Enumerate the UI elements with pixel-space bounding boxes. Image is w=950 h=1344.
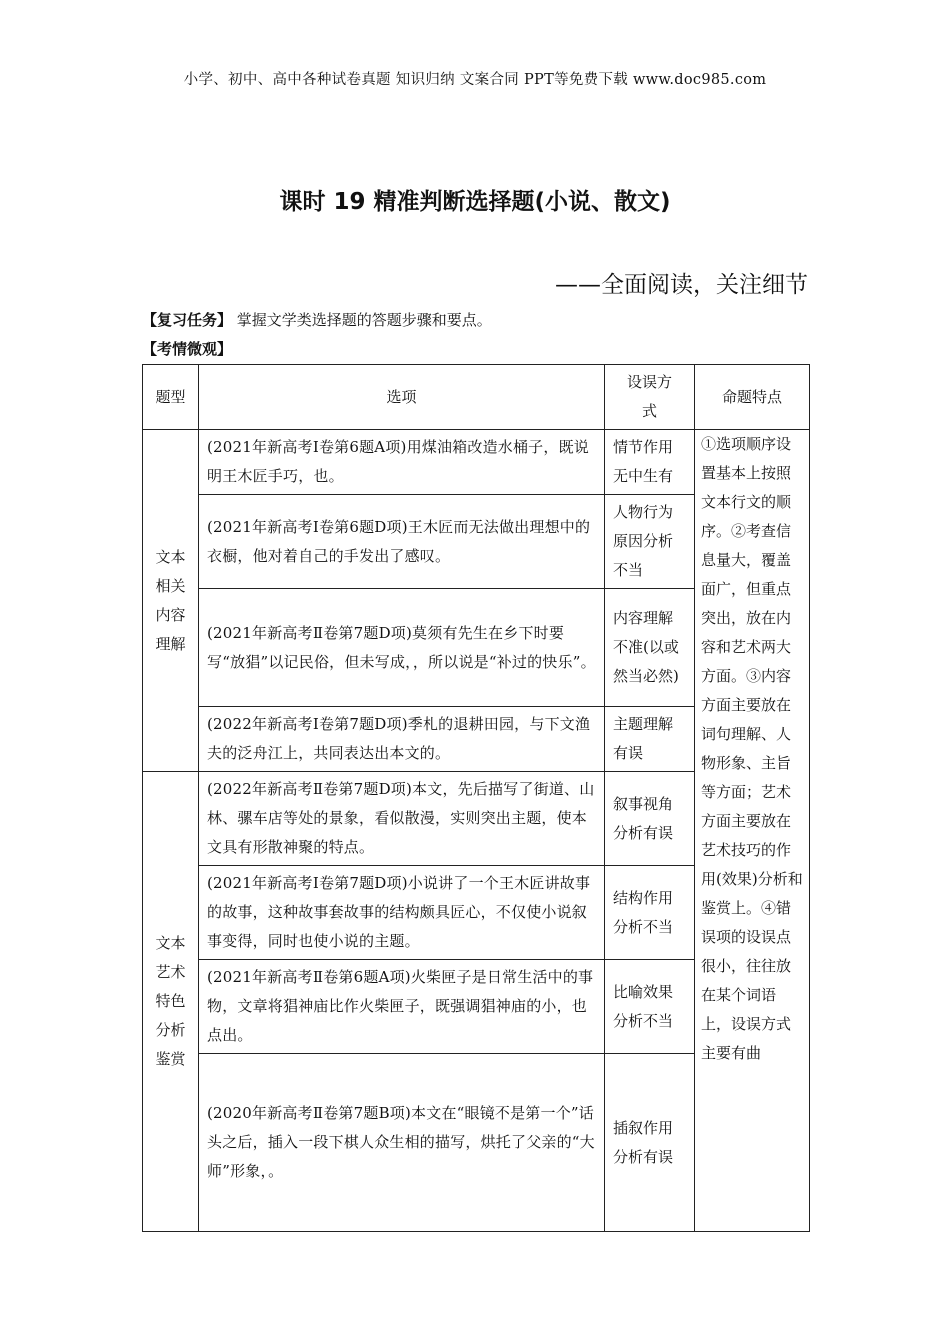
features-cell: ①选项顺序设置基本上按照文本行文的顺序。②考查信息量大，覆盖面广，但重点突出，放在内容和艺术两大方面。③内容方面主要放在词句理解、人物形象、主旨等方面；艺术方面主要放在艺术技巧的作用(效果)分析和鉴赏上。④错误项的设误点很小，往往放在某个词语上，设误方式主要有曲 [695,430,810,1232]
category-art-analysis: 文本艺术特色分析鉴赏 [143,772,199,1232]
method-cell: 主题理解有误 [605,707,695,772]
method-cell: 内容理解不准(以或然当必然) [605,589,695,707]
exam-analysis-table [142,364,810,1232]
method-cell: 叙事视角分析有误 [605,772,695,866]
option-cell: (2021年新高考Ⅱ卷第7题D项)莫须有先生在乡下时要写“放猖”以记民俗，但未写成，，所以说是“补过的快乐”。 [199,589,605,707]
option-cell: (2021年新高考Ⅰ卷第6题D项)王木匠而无法做出理想中的衣橱，他对着自己的手发出了感叹。 [199,495,605,589]
review-task-tag: 【复习任务】 [142,311,233,329]
section-label [142,338,232,359]
option-cell: (2021年新高考Ⅱ卷第6题A项)火柴匣子是日常生活中的事物，文章将猖神庙比作火柴匣子，既强调猖神庙的小，也点出。 [199,960,605,1054]
header-features: 命题特点 [695,365,810,430]
section-label-text: 【考情微观】 [142,340,233,358]
page-title: 课时 19 精准判断选择题(小说、散文) [279,189,671,215]
review-task-text: 掌握文学类选择题的答题步骤和要点。 [232,311,492,329]
page-subtitle: ——全面阅读，关注细节 [555,272,808,298]
method-cell: 人物行为原因分析不当 [605,495,695,589]
table-row [143,430,810,495]
review-task [142,309,492,330]
header-error-method: 设误方式 [605,365,695,430]
option-cell: (2020年新高考Ⅱ卷第7题B项)本文在“眼镜不是第一个”话头之后，插入一段下棋人众生相的描写，烘托了父亲的“大师”形象，。 [199,1054,605,1232]
option-cell: (2021年新高考Ⅰ卷第6题A项)用煤油箱改造水桶子，既说明王木匠手巧，也。 [199,430,605,495]
option-cell: (2021年新高考Ⅰ卷第7题D项)小说讲了一个王木匠讲故事的故事，这种故事套故事的结构颇具匠心，不仅使小说叙事变得，同时也使小说的主题。 [199,866,605,960]
header-question-type: 题型 [143,365,199,430]
option-cell: (2022年新高考Ⅱ卷第7题D项)本文，先后描写了街道、山林、骡车店等处的景象，看似散漫，实则突出主题，使本文具有形散神聚的特点。 [199,772,605,866]
method-cell: 比喻效果分析不当 [605,960,695,1054]
header-option: 选项 [199,365,605,430]
table-header-row [143,365,810,430]
method-cell: 结构作用分析不当 [605,866,695,960]
method-cell: 情节作用无中生有 [605,430,695,495]
category-content-understanding: 文本相关内容理解 [143,430,199,772]
option-cell: (2022年新高考Ⅰ卷第7题D项)季札的退耕田园，与下文渔夫的泛舟江上，共同表达出本文的。 [199,707,605,772]
page-header: 小学、初中、高中各种试卷真题 知识归纳 文案合同 PPT等免费下载 www.doc985.com [183,72,767,88]
method-cell: 插叙作用分析有误 [605,1054,695,1232]
